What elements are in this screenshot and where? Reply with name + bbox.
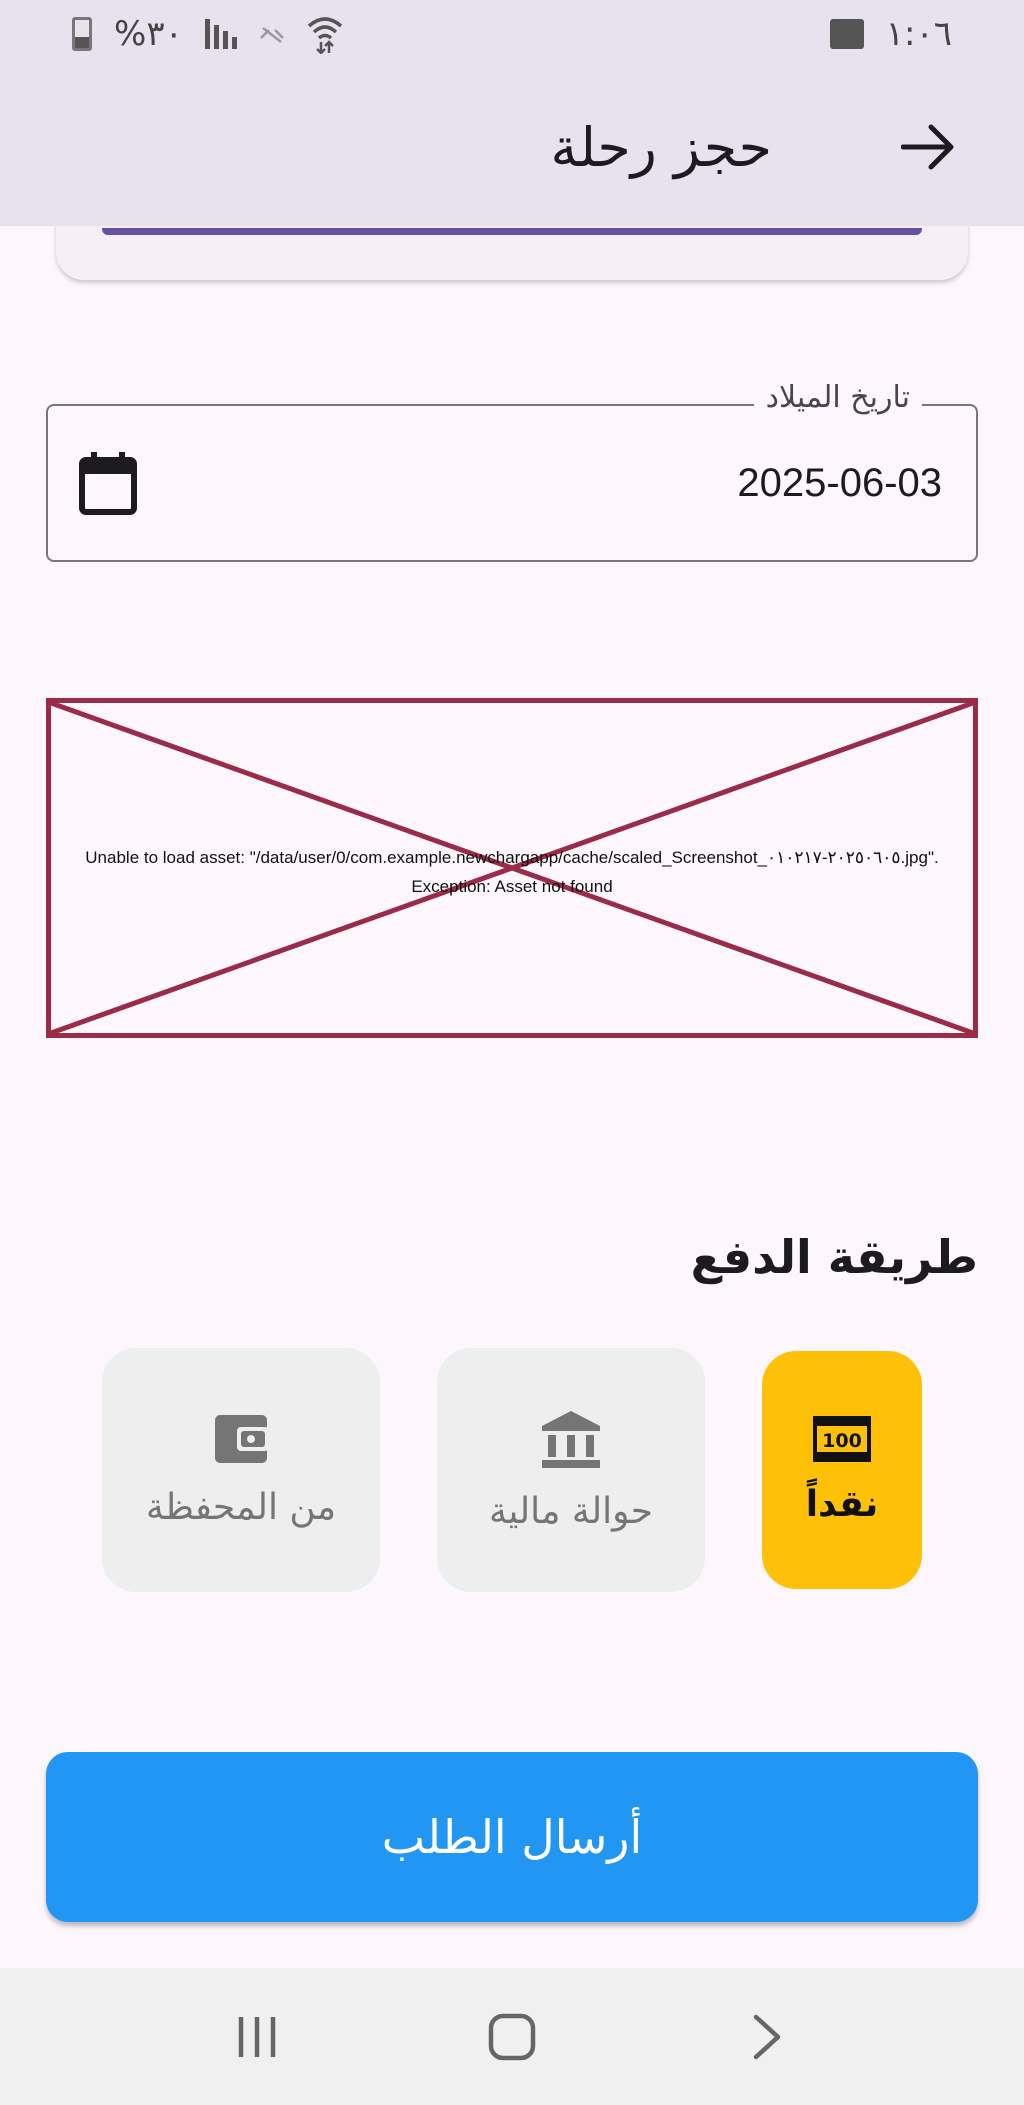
nav-recents-button[interactable] (217, 1997, 297, 2077)
nav-back-button[interactable] (727, 1997, 807, 2077)
status-right (830, 14, 952, 54)
battery-icon (72, 17, 92, 51)
image-error-placeholder (46, 698, 978, 1038)
system-nav-bar (0, 1968, 1024, 2105)
back-button[interactable] (880, 99, 976, 195)
image-error-line-1: Unable to load asset: "/data/user/0/com.example.newchargapp/cache/scaled_Screenshot_٢٠٢٥٠٦٠٥-٠١٠٢١٧.jpg". (85, 848, 939, 867)
birth-date-label: تاريخ الميلاد (754, 380, 922, 415)
svg-text:100: 100 (822, 1429, 862, 1452)
home-icon (488, 2013, 536, 2061)
birth-date-value: 2025-06-03 (737, 460, 942, 505)
birth-date-field[interactable] (46, 380, 978, 562)
bank-icon (540, 1409, 602, 1469)
page-title: حجز رحلة (550, 115, 772, 179)
cash-icon (813, 1416, 871, 1462)
app-bar (0, 68, 1024, 226)
battery-percent: %٣٠ (114, 14, 183, 54)
recents-icon (235, 2015, 279, 2059)
wifi-icon (307, 14, 343, 54)
payment-option-cash[interactable] (762, 1351, 922, 1589)
data-off-icon (259, 24, 285, 44)
payment-option-label: من المحفظة (145, 1486, 337, 1528)
card-progress-bar (102, 228, 922, 235)
image-error-message (51, 843, 973, 901)
status-time: ١:٠٦ (885, 14, 952, 54)
payment-option-label: حوالة مالية (489, 1490, 653, 1532)
payment-option-label: نقداً (805, 1483, 879, 1525)
chevron-right-icon (752, 2013, 782, 2061)
arrow-forward-icon (901, 123, 955, 171)
payment-option-transfer[interactable] (437, 1348, 705, 1592)
status-left (72, 14, 343, 54)
payment-option-wallet[interactable] (102, 1348, 380, 1592)
gallery-icon (830, 19, 864, 49)
status-bar (0, 0, 1024, 68)
signal-icon (205, 19, 237, 49)
payment-method-title: طريقة الدفع (690, 1230, 978, 1284)
nav-home-button[interactable] (472, 1997, 552, 2077)
wallet-icon (213, 1413, 269, 1465)
image-error-line-2: Exception: Asset not found (411, 877, 613, 896)
calendar-icon[interactable] (78, 451, 138, 515)
submit-request-button[interactable]: أرسال الطلب (46, 1752, 978, 1922)
